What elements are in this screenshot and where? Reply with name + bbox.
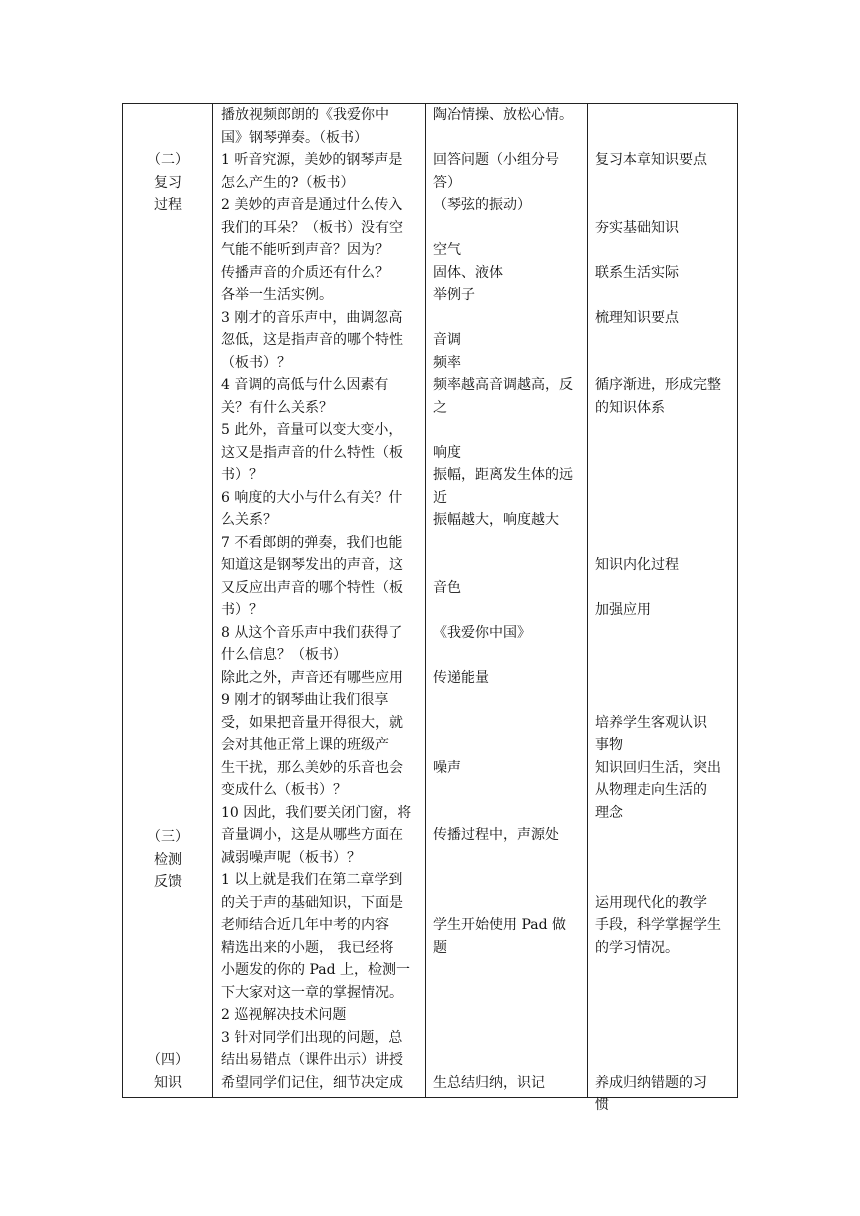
student-activity-line: 振幅越大，响度越大 (433, 512, 559, 528)
design-intent-line: 理念 (595, 804, 623, 821)
teacher-activity-line: 音量调小，这是从哪些方面在 (221, 827, 403, 843)
teacher-activity-line: 这又是指声音的什么特性（板 (221, 444, 403, 461)
teacher-activity-line: 播放视频郎朗的《我爱你中 (221, 107, 389, 123)
teacher-activity-line: 我们的耳朵？（板书）没有空 (221, 219, 403, 236)
student-activity-line: 传播过程中，声源处 (433, 827, 559, 843)
student-activity-line: 近 (433, 489, 447, 506)
stage-label (123, 1049, 213, 1094)
student-activity-line: （琴弦的振动） (433, 197, 531, 213)
student-activity-line: 生总结归纳，识记 (433, 1074, 545, 1091)
teacher-activity-line: 传播声音的介质还有什么？ (221, 264, 389, 281)
design-intent-line: 运用现代化的教学 (595, 894, 707, 911)
teacher-activity-line: 2 美妙的声音是通过什么传入 (221, 197, 403, 213)
teacher-activity-line: 9 刚才的钢琴曲让我们很享 (221, 692, 389, 708)
teacher-activity-line: 8 从这个音乐声中我们获得了 (221, 624, 403, 641)
design-intent-line: 培养学生客观认识 (595, 714, 707, 731)
design-intent-line: 手段，科学掌握学生 (595, 917, 721, 933)
column-divider (425, 104, 426, 1097)
teacher-activity-line: 精选出来的小题， 我已经将 (221, 939, 394, 956)
stage-label-line: （二） (147, 152, 189, 168)
teacher-activity-line: 10 因此，我们要关闭门窗，将 (221, 804, 412, 821)
design-intent-line: 知识回归生活，突出 (595, 759, 721, 776)
design-intent-line: 惯 (595, 1097, 609, 1113)
teacher-activity-line: 2 巡视解决技术问题 (221, 1007, 347, 1023)
design-intent-line: 养成归纳错题的习 (595, 1074, 707, 1091)
student-activity-line: 答） (433, 174, 461, 191)
student-activity-line: 陶冶情操、放松心情。 (433, 107, 573, 123)
teacher-activity-line: 6 响度的大小与什么有关？什 (221, 489, 403, 506)
teacher-activity-line: 变成什么（板书）？ (221, 782, 347, 798)
teacher-activity-line: 又反应出声音的哪个特性（板 (221, 579, 403, 596)
student-activity-line: 回答问题（小组分号 (433, 152, 559, 168)
student-activity-line: 响度 (433, 444, 461, 461)
design-intent-line: 复习本章知识要点 (595, 152, 707, 168)
student-activity-line: 题 (433, 939, 447, 956)
student-activity-line: 频率 (433, 354, 461, 371)
teacher-activity-line: 小题发的你的 Pad 上，检测一 (221, 962, 410, 978)
student-activity-line: 音色 (433, 579, 461, 596)
student-activity-line: 噪声 (433, 759, 461, 776)
student-activity-line: 学生开始使用 Pad 做 (433, 917, 566, 933)
teacher-activity-line: 3 针对同学们出现的问题，总 (221, 1029, 403, 1046)
student-activity-line: 举例子 (433, 287, 475, 303)
teacher-activity-line: 1 以上就是我们在第二章学到 (221, 872, 403, 888)
design-intent-line: 梳理知识要点 (595, 309, 679, 326)
student-activity-line: 之 (433, 399, 447, 416)
design-intent-line: 循序渐进，形成完整 (595, 377, 721, 393)
teacher-activity-line: 4 音调的高低与什么因素有 (221, 377, 389, 393)
teacher-activity-line: 书）？ (221, 602, 263, 618)
teacher-activity-line: 受，如果把音量开得很大，就 (221, 714, 403, 731)
design-intent-line: 的知识体系 (595, 399, 665, 416)
teacher-activity-line: 结出易错点（课件出示）讲授 (221, 1052, 403, 1068)
lesson-plan-table (122, 103, 738, 1113)
design-intent-line: 从物理走向生活的 (595, 782, 707, 798)
teacher-activity-line: 怎么产生的?（板书） (221, 174, 355, 191)
teacher-activity-line: 么关系？ (221, 512, 277, 528)
teacher-activity-line: 除此之外，声音还有哪些应用 (221, 669, 403, 686)
teacher-activity-line: 各举一生活实例。 (221, 287, 333, 303)
column-divider (587, 104, 588, 1097)
design-intent-line: 联系生活实际 (595, 264, 679, 281)
stage-label-line: 复习 (154, 174, 182, 191)
teacher-activity-line: 3 刚才的音乐声中，曲调忽高 (221, 309, 403, 326)
teacher-activity-line: 1 听音究源，美妙的钢琴声是 (221, 152, 403, 168)
stage-label (123, 826, 213, 894)
teacher-activity-line: 7 不看郎朗的弹奏，我们也能 (221, 534, 403, 551)
teacher-activity-line: 希望同学们记住，细节决定成 (221, 1074, 403, 1091)
teacher-activity-line: 什么信息？（板书） (221, 647, 347, 663)
teacher-activity-line: 下大家对这一章的掌握情况。 (221, 984, 403, 1001)
stage-label-line: 过程 (154, 197, 182, 213)
student-activity-line: 振幅，距离发生体的远 (433, 467, 573, 483)
teacher-activity-line: 关？有什么关系？ (221, 399, 333, 416)
design-intent-line: 知识内化过程 (595, 557, 679, 573)
student-activity-line: 音调 (433, 332, 461, 348)
teacher-activity-line: 国》钢琴弹奏。（板书） (221, 129, 368, 146)
stage-label-line: （三） (147, 829, 189, 845)
design-intent-line: 夯实基础知识 (595, 219, 679, 236)
stage-label (123, 149, 213, 217)
stage-label-line: 知识 (154, 1074, 182, 1091)
student-activity-line: 空气 (433, 242, 461, 258)
teacher-activity-line: 老师结合近几年中考的内容 (221, 917, 389, 933)
design-intent-line: 事物 (595, 737, 623, 753)
student-activity-line: 频率越高音调越高，反 (433, 377, 573, 393)
teacher-activity-line: 减弱噪声呢（板书）？ (221, 849, 361, 866)
teacher-activity-column (221, 104, 411, 1094)
teacher-activity-line: （板书）？ (221, 354, 291, 371)
teacher-activity-line: 的关于声的基础知识，下面是 (221, 894, 403, 911)
design-intent-line: 加强应用 (595, 602, 651, 618)
teacher-activity-line: 生干扰，那么美妙的乐音也会 (221, 759, 403, 776)
teacher-activity-line: 书）？ (221, 467, 263, 483)
column-divider (212, 104, 213, 1097)
stage-label-line: （四） (147, 1052, 189, 1068)
teacher-activity-line: 气能不能听到声音？因为？ (221, 242, 389, 258)
stage-label-line: 反馈 (154, 874, 182, 890)
student-activity-line: 固体、液体 (433, 264, 503, 281)
teacher-activity-line: 会对其他正常上课的班级产 (221, 737, 389, 753)
student-activity-line: 传递能量 (433, 669, 489, 686)
teacher-activity-line: 忽低，这是指声音的哪个特性 (221, 332, 403, 348)
student-activity-line: 《我爱你中国》 (433, 624, 531, 641)
design-intent-line: 的学习情况。 (595, 939, 679, 956)
stage-label-line: 检测 (154, 851, 182, 868)
teacher-activity-line: 5 此外，音量可以变大变小， (221, 422, 403, 438)
teacher-activity-line: 知道这是钢琴发出的声音，这 (221, 557, 403, 573)
